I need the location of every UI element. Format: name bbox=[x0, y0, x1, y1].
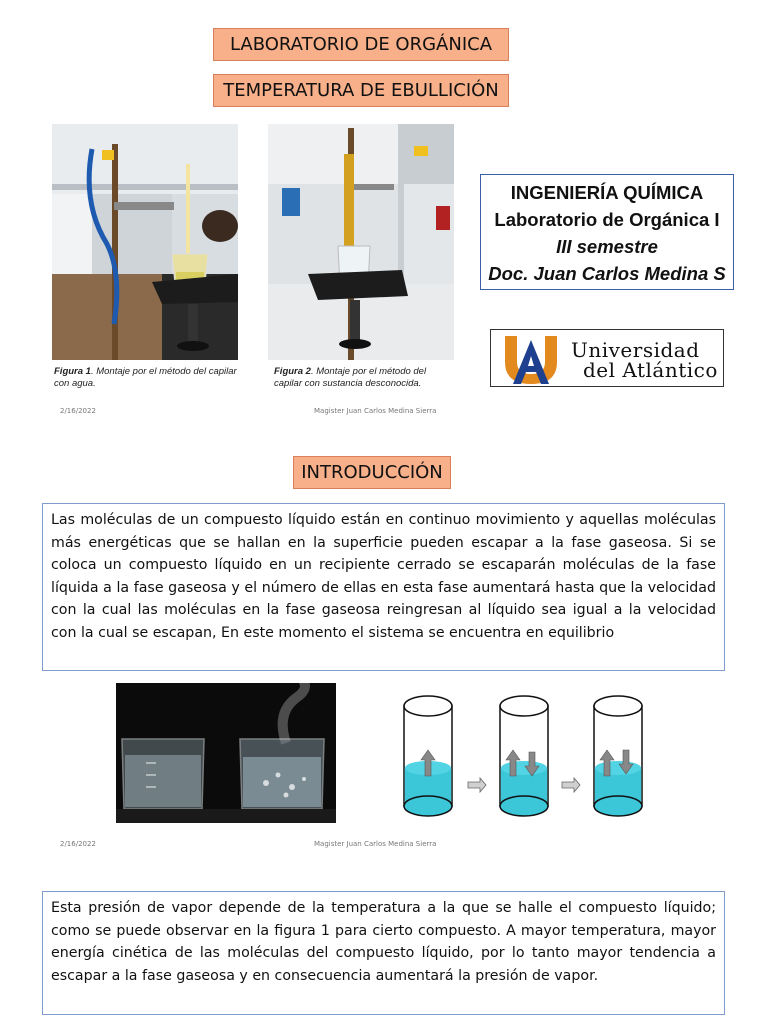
cylinder-3 bbox=[594, 696, 642, 816]
figure-2-photo bbox=[268, 124, 454, 360]
vapor-equilibrium-diagram bbox=[396, 694, 652, 818]
footer-author: Magister Juan Carlos Medina Sierra bbox=[314, 840, 437, 848]
figure-2-text: . Montaje por el método del capilar con sustancia desconocida. bbox=[274, 366, 427, 389]
vapor-pressure-paragraph: Esta presión de vapor depende de la temperatura a la que se halle el compuesto líquido; como se puede observar en la figura 1 para cierto compuesto. A mayor temperatura, mayor energía cinética de las moléculas del compuesto líquido, por lo tanto mayor tendencia a escapar a la fase gaseosa y en consecuencia aumentará la presión de vapor. bbox=[42, 891, 725, 1015]
page-title: LABORATORIO DE ORGÁNICA bbox=[213, 28, 509, 61]
boiling-beakers-photo bbox=[116, 683, 336, 823]
course-info-box bbox=[480, 174, 734, 290]
cylinder-2 bbox=[500, 696, 548, 816]
course-name: Laboratorio de Orgánica I bbox=[494, 209, 720, 230]
university-logo bbox=[490, 329, 724, 387]
footer-author: Magister Juan Carlos Medina Sierra bbox=[314, 407, 437, 415]
course-teacher: Doc. Juan Carlos Medina S bbox=[488, 263, 726, 284]
figure-1-text: . Montaje por el método del capilar con agua. bbox=[54, 366, 237, 389]
figure-2-label: Figura 2 bbox=[274, 366, 311, 377]
intro-paragraph: Las moléculas de un compuesto líquido están en continuo movimiento y aquellas moléculas más energéticas que se hallan en la superficie pueden escapar a la fase gaseosa. Si se coloca un compuesto líquido en un recipiente cerrado se escaparán moléculas de la fase líquida a la fase gaseosa y el número de ellas en esta fase aumentará hasta que la velocidad con la cual las moléculas en la fase gaseosa reingresan al líquido sea igual a la velocidad con la cual se escapan, En este momento el sistema se encuentra en equilibrio bbox=[42, 503, 725, 671]
right-arrow-icon bbox=[468, 778, 486, 792]
cylinder-1 bbox=[404, 696, 452, 816]
right-arrow-icon bbox=[562, 778, 580, 792]
course-program: INGENIERÍA QUÍMICA bbox=[510, 182, 704, 203]
intro-heading: INTRODUCCIÓN bbox=[293, 456, 451, 489]
figure-1-photo bbox=[52, 124, 238, 360]
footer-date: 2/16/2022 bbox=[60, 840, 96, 848]
figure-1-caption bbox=[54, 366, 240, 390]
page-subtitle: TEMPERATURA DE EBULLICIÓN bbox=[213, 74, 509, 107]
figure-1-label: Figura 1 bbox=[54, 366, 91, 377]
university-name-line2: del Atlántico bbox=[583, 358, 718, 382]
university-emblem-icon bbox=[499, 332, 565, 386]
figure-2-caption bbox=[274, 366, 452, 390]
footer-date: 2/16/2022 bbox=[60, 407, 96, 415]
university-name-line1: Universidad bbox=[571, 338, 700, 362]
course-semester: III semestre bbox=[556, 236, 658, 257]
